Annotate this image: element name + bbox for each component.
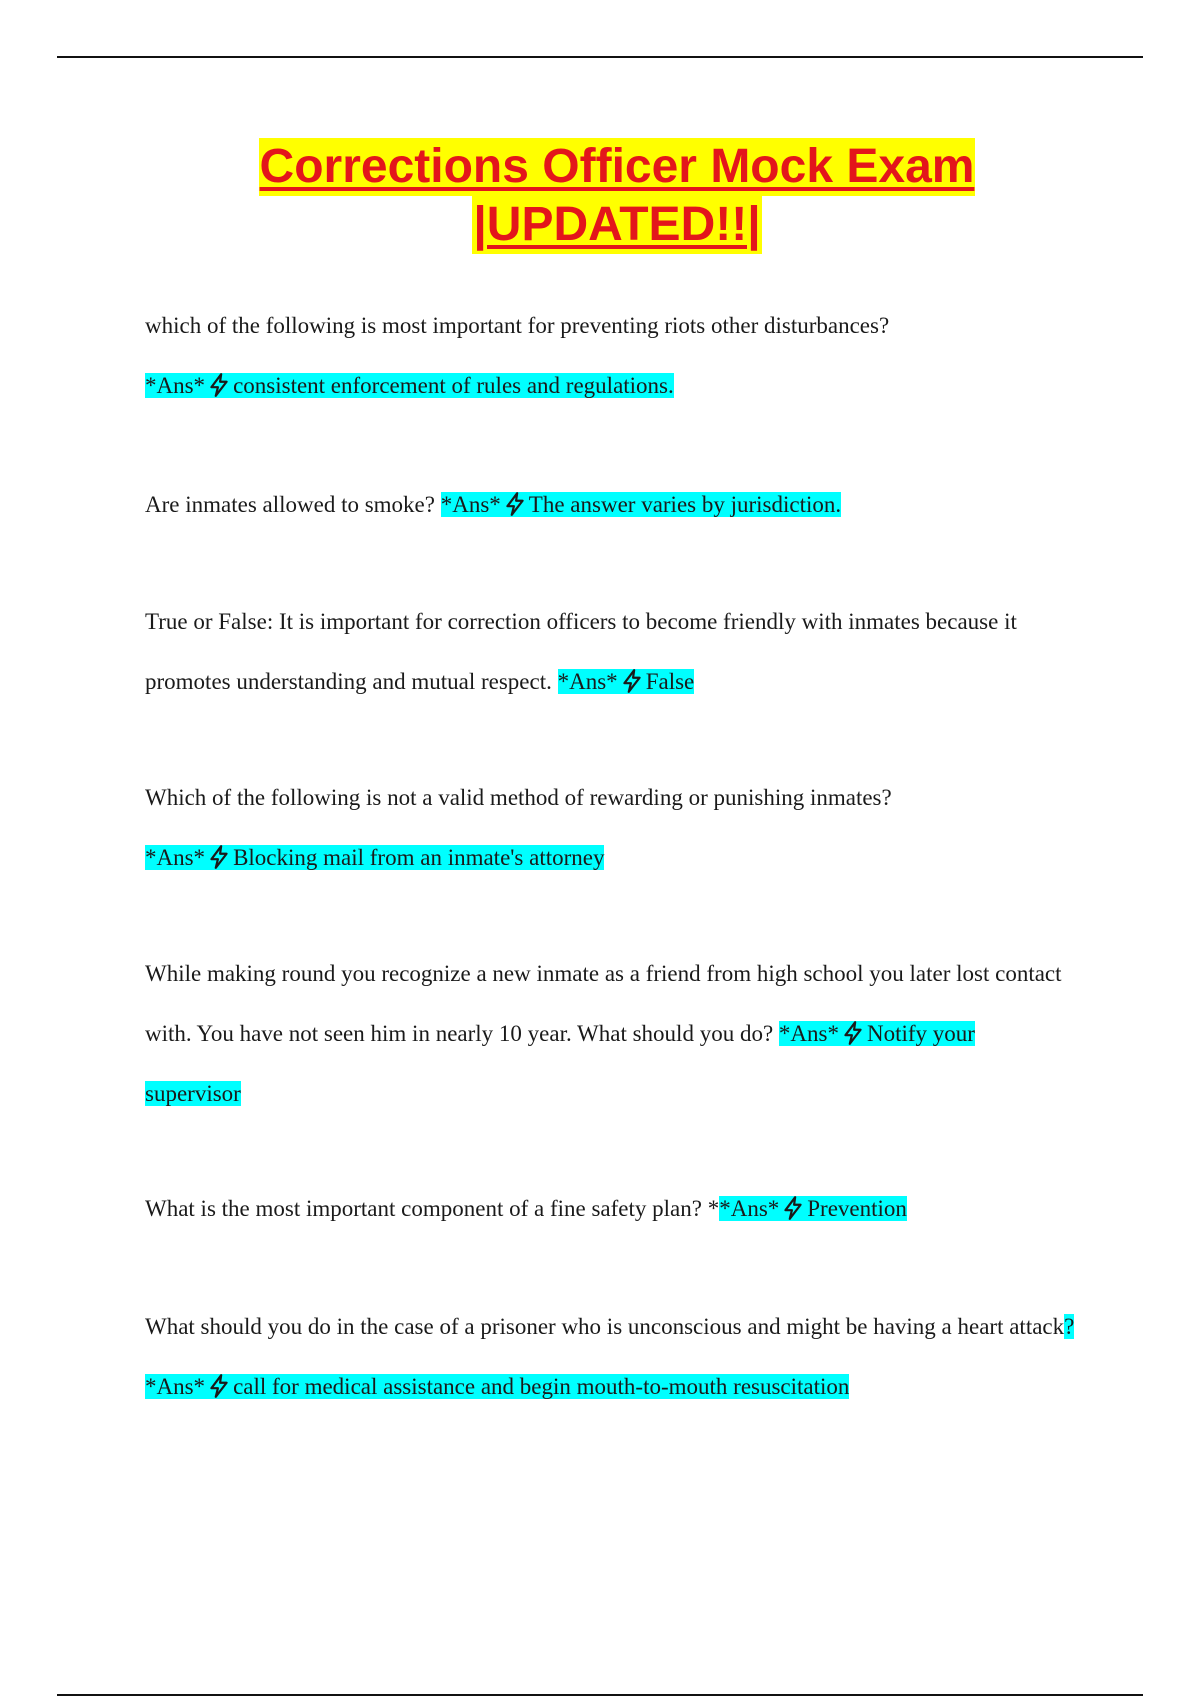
- answer-highlight: [719, 1196, 907, 1221]
- question-text: What is the most important component of a fine safety plan? *: [145, 1196, 720, 1221]
- answer-text: The answer varies by jurisdiction.: [528, 492, 842, 517]
- document-title: [0, 138, 1200, 254]
- title-line-2: |UPDATED!!|: [472, 196, 761, 254]
- lightning-bolt-icon: [619, 668, 645, 694]
- qa-item-2: [145, 475, 1075, 535]
- answer-prefix: *Ans*: [145, 373, 206, 398]
- answer-highlight: [145, 845, 604, 870]
- lightning-bolt-icon: [840, 1020, 866, 1046]
- qa-item-7: [145, 1297, 1075, 1417]
- answer-text: False: [645, 669, 695, 694]
- answer-text: consistent enforcement of rules and regulations.: [233, 373, 674, 398]
- answer-prefix: *Ans*: [778, 1021, 839, 1046]
- answer-prefix: *Ans*: [440, 492, 501, 517]
- footer-rule: [57, 1694, 1143, 1696]
- answer-prefix: *Ans*: [145, 845, 206, 870]
- qa-item-6: [145, 1179, 1075, 1239]
- question-text: While making round you recognize a new inmate as a friend from high school you later lost contact with. You have not seen him in nearly 10 year. What should you do?: [145, 961, 1062, 1046]
- question-text: What should you do in the case of a prisoner who is unconscious and might be having a heart attack: [145, 1314, 1065, 1339]
- lightning-bolt-icon: [206, 844, 232, 870]
- question-text: True or False: It is important for correction officers to become friendly with inmates because it promotes understanding and mutual respect.: [145, 609, 1017, 694]
- lightning-bolt-icon: [206, 372, 232, 398]
- title-line-1: Corrections Officer Mock Exam: [259, 138, 976, 196]
- question-text: Are inmates allowed to smoke?: [145, 492, 435, 517]
- answer-highlight: [558, 669, 695, 694]
- answer-text: Blocking mail from an inmate's attorney: [233, 845, 605, 870]
- answer-text: Prevention: [807, 1196, 907, 1221]
- qa-item-3: [145, 592, 1075, 712]
- answer-text: call for medical assistance and begin mouth-to-mouth resuscitation: [233, 1374, 850, 1399]
- qa-item-1: [145, 296, 1075, 416]
- answer-highlight: [441, 492, 841, 517]
- qa-item-5: [145, 944, 1075, 1124]
- qa-item-4: [145, 768, 1075, 888]
- answer-text: Notify your supervisor: [145, 1021, 975, 1106]
- answer-prefix: *Ans*: [557, 669, 618, 694]
- header-rule: [57, 56, 1143, 58]
- answer-prefix: *Ans*: [719, 1196, 780, 1221]
- question-text: Which of the following is not a valid method of rewarding or punishing inmates?: [145, 785, 892, 810]
- lightning-bolt-icon: [502, 491, 528, 517]
- answer-prefix: *Ans*: [145, 1374, 206, 1399]
- lightning-bolt-icon: [206, 1373, 232, 1399]
- question-text: which of the following is most important for preventing riots other disturbances?: [145, 313, 890, 338]
- answer-highlight: [145, 373, 674, 398]
- lightning-bolt-icon: [780, 1195, 806, 1221]
- answer-highlight: ? *Ans* call for medical assistance and begin mouth-to-mouth resuscitation: [145, 1314, 1075, 1399]
